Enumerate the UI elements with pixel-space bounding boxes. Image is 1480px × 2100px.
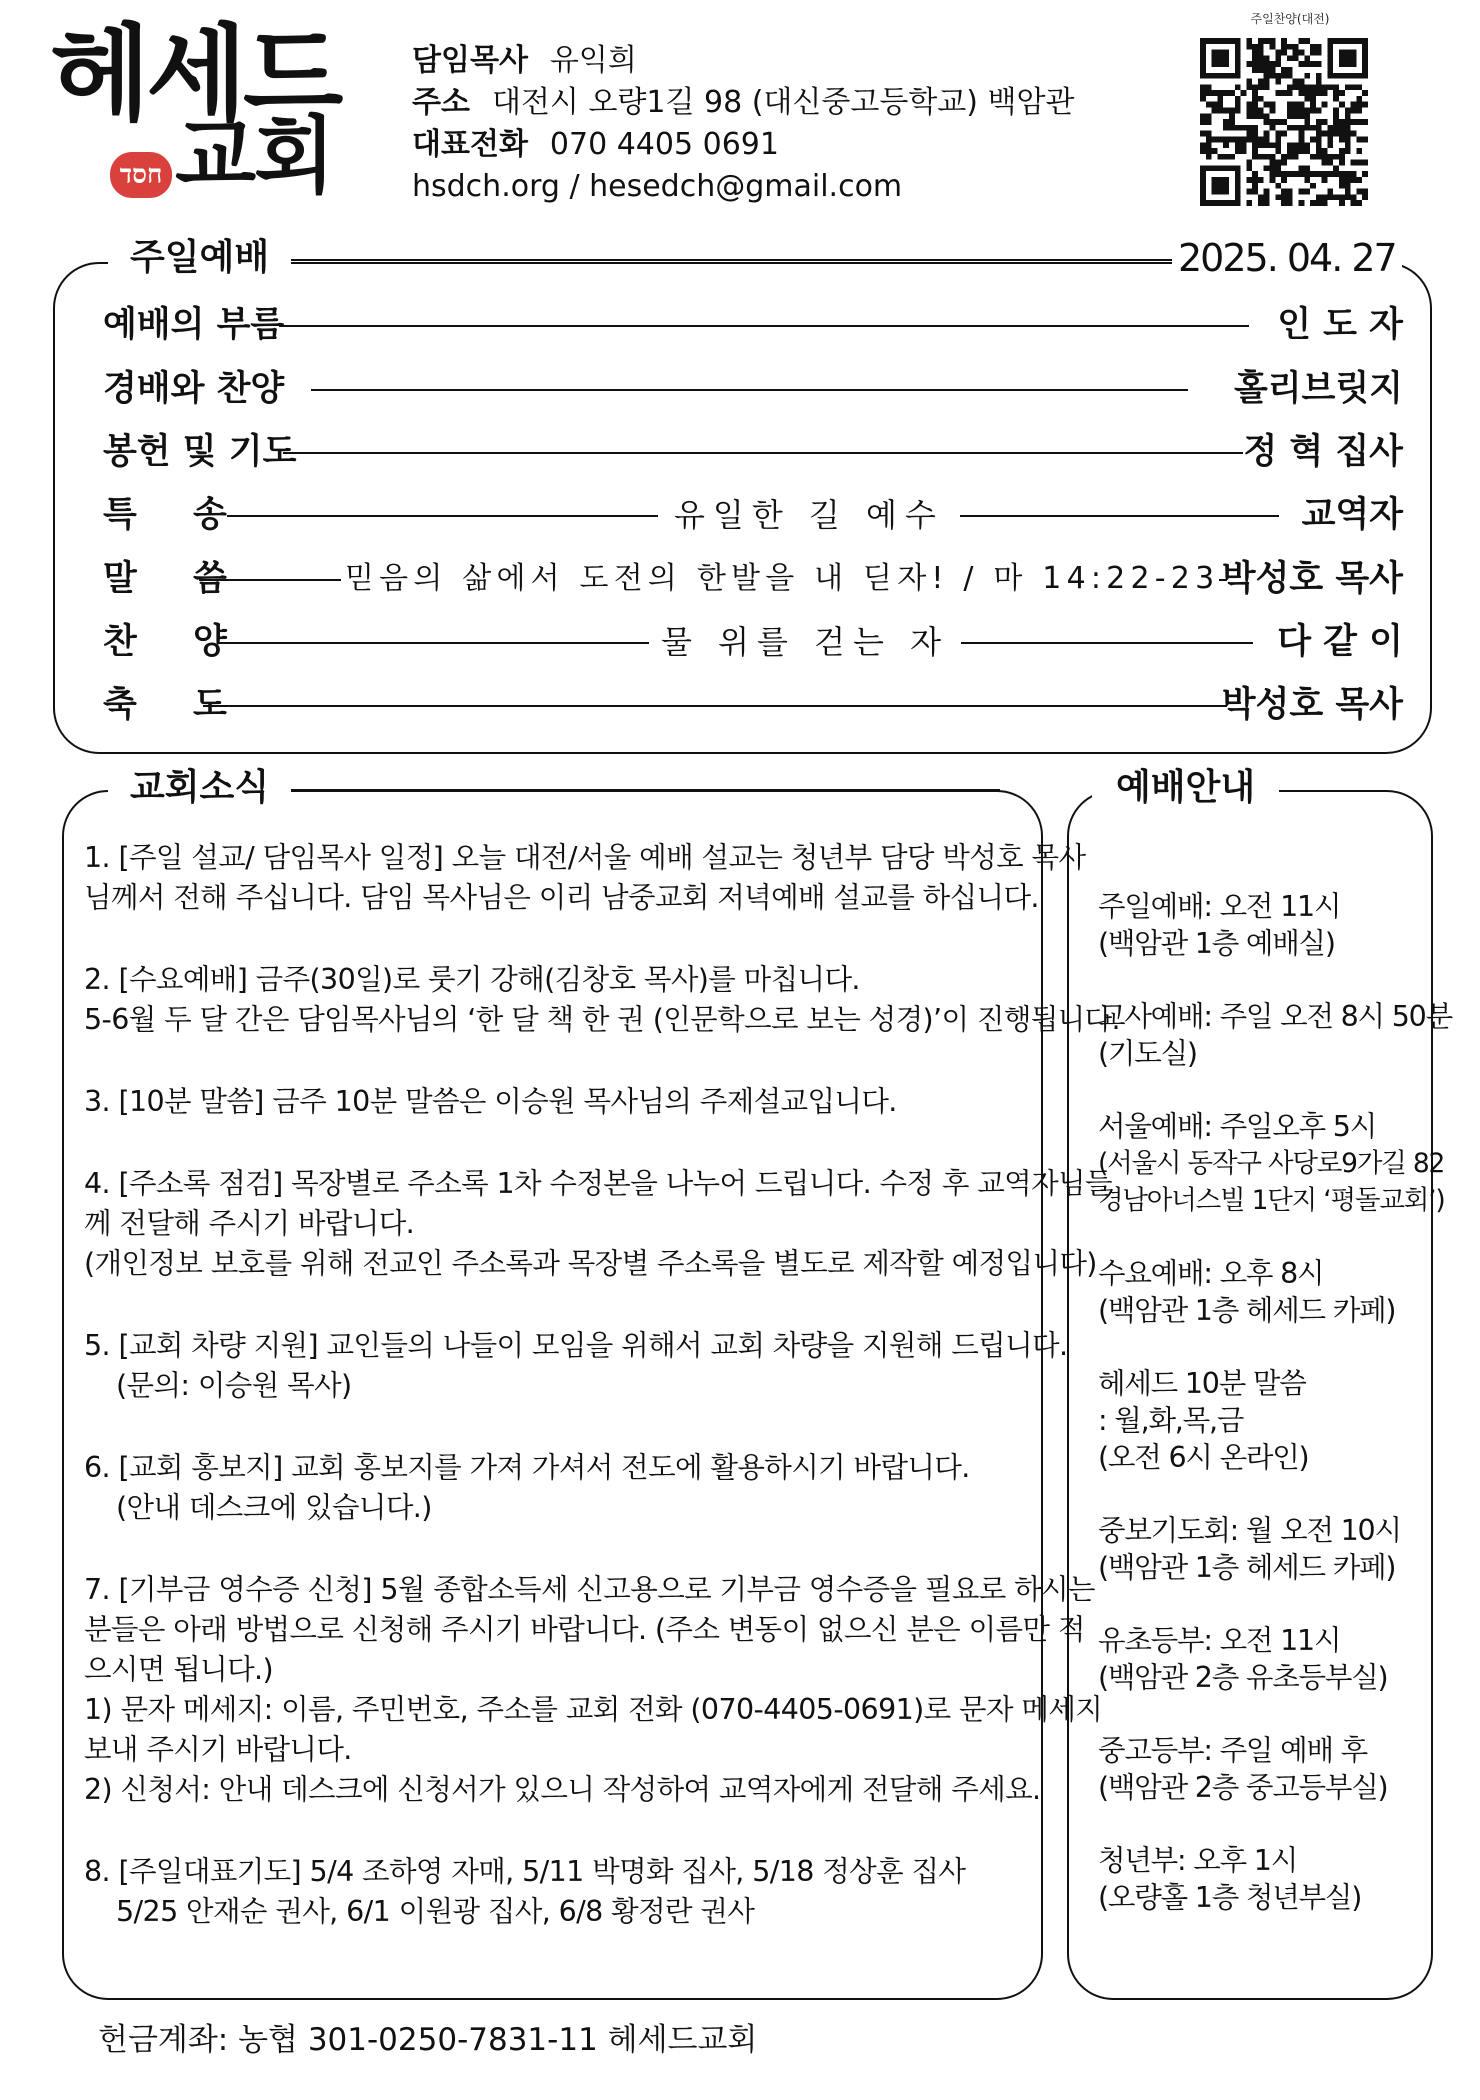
news-line: 1) 문자 메세지: 이름, 주민번호, 주소를 교회 전화 (070-4405-0691)로 문자 메세지 (84, 1693, 1103, 1726)
worship-info-line: 경남아너스빌 1단지 ‘평돌교회’) (1098, 1185, 1445, 1216)
service-row-person: 박성호 목사 (1221, 685, 1403, 725)
news-line: 7. [기부금 영수증 신청] 5월 종합소득세 신고용으로 기부금 영수증을 필요로 하시는 (84, 1573, 1095, 1606)
news-item (84, 1326, 1068, 1406)
service-row-label: 찬 양 (103, 622, 249, 662)
worship-info-line: 서울예배: 주일오후 5시 (1098, 1110, 1377, 1143)
worship-info-line: 교사예배: 주일 오전 8시 50분 (1098, 1000, 1452, 1033)
news-line: 께 전달해 주시기 바랍니다. (84, 1207, 415, 1240)
church-logo (50, 12, 370, 205)
pastor-label: 담임목사 (412, 43, 528, 78)
news-line: (안내 데스크에 있습니다.) (116, 1491, 432, 1524)
news-line: 님께서 전해 주십니다. 담임 목사님은 이리 남중교회 저녁예배 설교를 하십니다. (84, 881, 1039, 914)
worship-info-line: 주일예배: 오전 11시 (1098, 890, 1341, 923)
service-date: 2025. 04. 27 (1172, 236, 1402, 280)
worship-info-line: (오전 6시 온라인) (1098, 1441, 1309, 1474)
service-title-rule (290, 259, 1182, 261)
worship-info-line: (오량홀 1층 청년부실) (1098, 1881, 1362, 1914)
service-row-label: 말 씀 (103, 559, 249, 599)
worship-info-line: (백암관 2층 유초등부실) (1098, 1661, 1388, 1694)
worship-info-item (1098, 1732, 1428, 1806)
service-row (103, 490, 1403, 540)
service-row (103, 617, 1403, 667)
service-row-person: 정 혁 집사 (1243, 432, 1403, 472)
news-list (84, 838, 1121, 1974)
logo-text-line1: 헤세드 (50, 12, 340, 135)
worship-info-line: (백암관 1층 헤세드 카페) (1098, 1294, 1396, 1327)
service-row-label: 예배의 부름 (103, 305, 285, 345)
worship-info-item (1098, 1512, 1428, 1586)
news-item (84, 838, 1086, 918)
news-line: 2. [수요예배] 금주(30일)로 룻기 강해(김창호 목사)를 마칩니다. (84, 963, 860, 996)
service-row-person: 교역자 (1301, 495, 1403, 535)
news-item (84, 1570, 1103, 1810)
phone-label: 대표전화 (412, 127, 528, 162)
qr-caption: 주일찬양(대전) (1250, 12, 1330, 26)
service-row (103, 364, 1403, 414)
worship-info-line: : 월,화,목,금 (1098, 1404, 1244, 1437)
phone-row (412, 124, 1074, 166)
service-row-person: 다 같 이 (1277, 622, 1403, 662)
worship-info-item (1098, 1365, 1428, 1476)
qr-code-icon[interactable] (1200, 38, 1368, 206)
logo-hebrew-badge: חסד (110, 152, 172, 198)
worship-info-line: (백암관 1층 헤세드 카페) (1098, 1551, 1396, 1584)
service-row-middle: 유일한 길 예수 (658, 490, 960, 540)
worship-info-line: (서울시 동작구 사당로9가길 82 (1098, 1148, 1445, 1179)
worship-info-item (1098, 998, 1452, 1072)
service-title: 주일예배 (108, 236, 291, 280)
news-line: 5-6월 두 달 간은 담임목사님의 ‘한 달 책 한 권 (인문학으로 보는 성경)’이 진행됩니다. (84, 1003, 1121, 1036)
worship-info-title: 예배안내 (1092, 766, 1279, 810)
service-row-label: 특 송 (103, 495, 249, 535)
web-row (412, 166, 1074, 208)
worship-info-line: 중고등부: 주일 예배 후 (1098, 1734, 1367, 1767)
service-row (103, 554, 1403, 604)
worship-info-item (1098, 888, 1428, 962)
church-info (412, 40, 1074, 208)
service-row (103, 300, 1403, 350)
worship-info-item (1098, 1255, 1428, 1329)
address-value: 대전시 오량1길 98 (대신중고등학교) 백암관 (491, 85, 1075, 120)
worship-info-item (1098, 1842, 1428, 1916)
news-line: 4. [주소록 점검] 목장별로 주소록 1차 수정본을 나누어 드립니다. 수정 후 교역자님들 (84, 1167, 1112, 1200)
worship-info-line: (백암관 2층 중고등부실) (1098, 1771, 1388, 1804)
news-item (84, 1448, 1019, 1528)
pastor-row (412, 40, 1074, 82)
worship-info-list (1098, 888, 1452, 1952)
news-item (84, 1852, 1019, 1932)
worship-info-item (1098, 1622, 1428, 1696)
pastor-name: 유익희 (549, 43, 637, 78)
news-line: 분들은 아래 방법으로 신청해 주시기 바랍니다. (주소 변동이 없으신 분은 이름만 적 (84, 1613, 1085, 1646)
news-line: 1. [주일 설교/ 담임목사 일정] 오늘 대전/서울 예배 설교는 청년부 담당 박성호 목사 (84, 841, 1086, 874)
service-row (103, 427, 1403, 477)
worship-info-line: (기도실) (1098, 1037, 1197, 1070)
address-row (412, 82, 1074, 124)
worship-info-item (1098, 1108, 1445, 1219)
news-item (84, 1082, 1019, 1122)
service-row-line (283, 452, 1243, 454)
news-title-rule (290, 789, 1000, 791)
worship-info-line: 유초등부: 오전 11시 (1098, 1624, 1341, 1657)
news-line: 2) 신청서: 안내 데스크에 신청서가 있으니 작성하여 교역자에게 전달해 주세요. (84, 1773, 1041, 1806)
worship-info-line: 수요예배: 오후 8시 (1098, 1257, 1324, 1290)
worship-info-line: (백암관 1층 예배실) (1098, 927, 1335, 960)
service-row-person: 홀리브릿지 (1233, 369, 1403, 409)
service-row (103, 680, 1403, 730)
service-row-line (311, 389, 1188, 391)
service-row-person: 인 도 자 (1277, 305, 1403, 345)
logo-text-line2: 교회 (175, 106, 334, 205)
news-item (84, 960, 1121, 1040)
service-row-line (279, 325, 1249, 327)
news-line: 8. [주일대표기도] 5/4 조하영 자매, 5/11 박명화 집사, 5/18 정상훈 집사 (84, 1855, 966, 1888)
news-line: (개인정보 보호를 위해 전교인 주소록과 목장별 주소록을 별도로 제작할 예정입니다) (84, 1247, 1097, 1280)
news-line: 보내 주시기 바랍니다. (84, 1733, 352, 1766)
phone-value: 070 4405 0691 (549, 127, 779, 162)
service-row-middle: 물 위를 걷는 자 (649, 617, 961, 667)
worship-info-line: 중보기도회: 월 오전 10시 (1098, 1514, 1401, 1547)
address-label: 주소 (412, 85, 470, 120)
service-row-person: 박성호 목사 (1221, 559, 1403, 599)
news-line: 5/25 안재순 권사, 6/1 이원광 집사, 6/8 황정란 권사 (116, 1895, 755, 1928)
news-line: 5. [교회 차량 지원] 교인들의 나들이 모임을 위해서 교회 차량을 지원해 드립니다. (84, 1329, 1068, 1362)
news-item (84, 1164, 1112, 1284)
worship-info-line: 청년부: 오후 1시 (1098, 1844, 1298, 1877)
offering-account: 헌금계좌: 농협 301-0250-7831-11 헤세드교회 (98, 2022, 758, 2058)
worship-info-line: 헤세드 10분 말씀 (1098, 1367, 1306, 1400)
news-line: 으시면 됩니다.) (84, 1653, 274, 1686)
service-row-line (203, 705, 1227, 707)
news-line: 6. [교회 홍보지] 교회 홍보지를 가져 가셔서 전도에 활용하시기 바랍니다. (84, 1451, 970, 1484)
service-row-label: 경배와 찬양 (103, 369, 285, 409)
news-line: 3. [10분 말씀] 금주 10분 말씀은 이승원 목사님의 주제설교입니다. (84, 1085, 897, 1118)
service-row-label: 봉헌 및 기도 (103, 432, 297, 472)
news-line: (문의: 이승원 목사) (116, 1369, 352, 1402)
service-row-label: 축 도 (103, 685, 249, 725)
news-title: 교회소식 (108, 766, 291, 810)
web-contact: hsdch.org / hesedch@gmail.com (412, 169, 903, 204)
service-row-middle: 믿음의 삶에서 도전의 한발을 내 딛자! / 마 14:22-23 (341, 554, 1219, 604)
